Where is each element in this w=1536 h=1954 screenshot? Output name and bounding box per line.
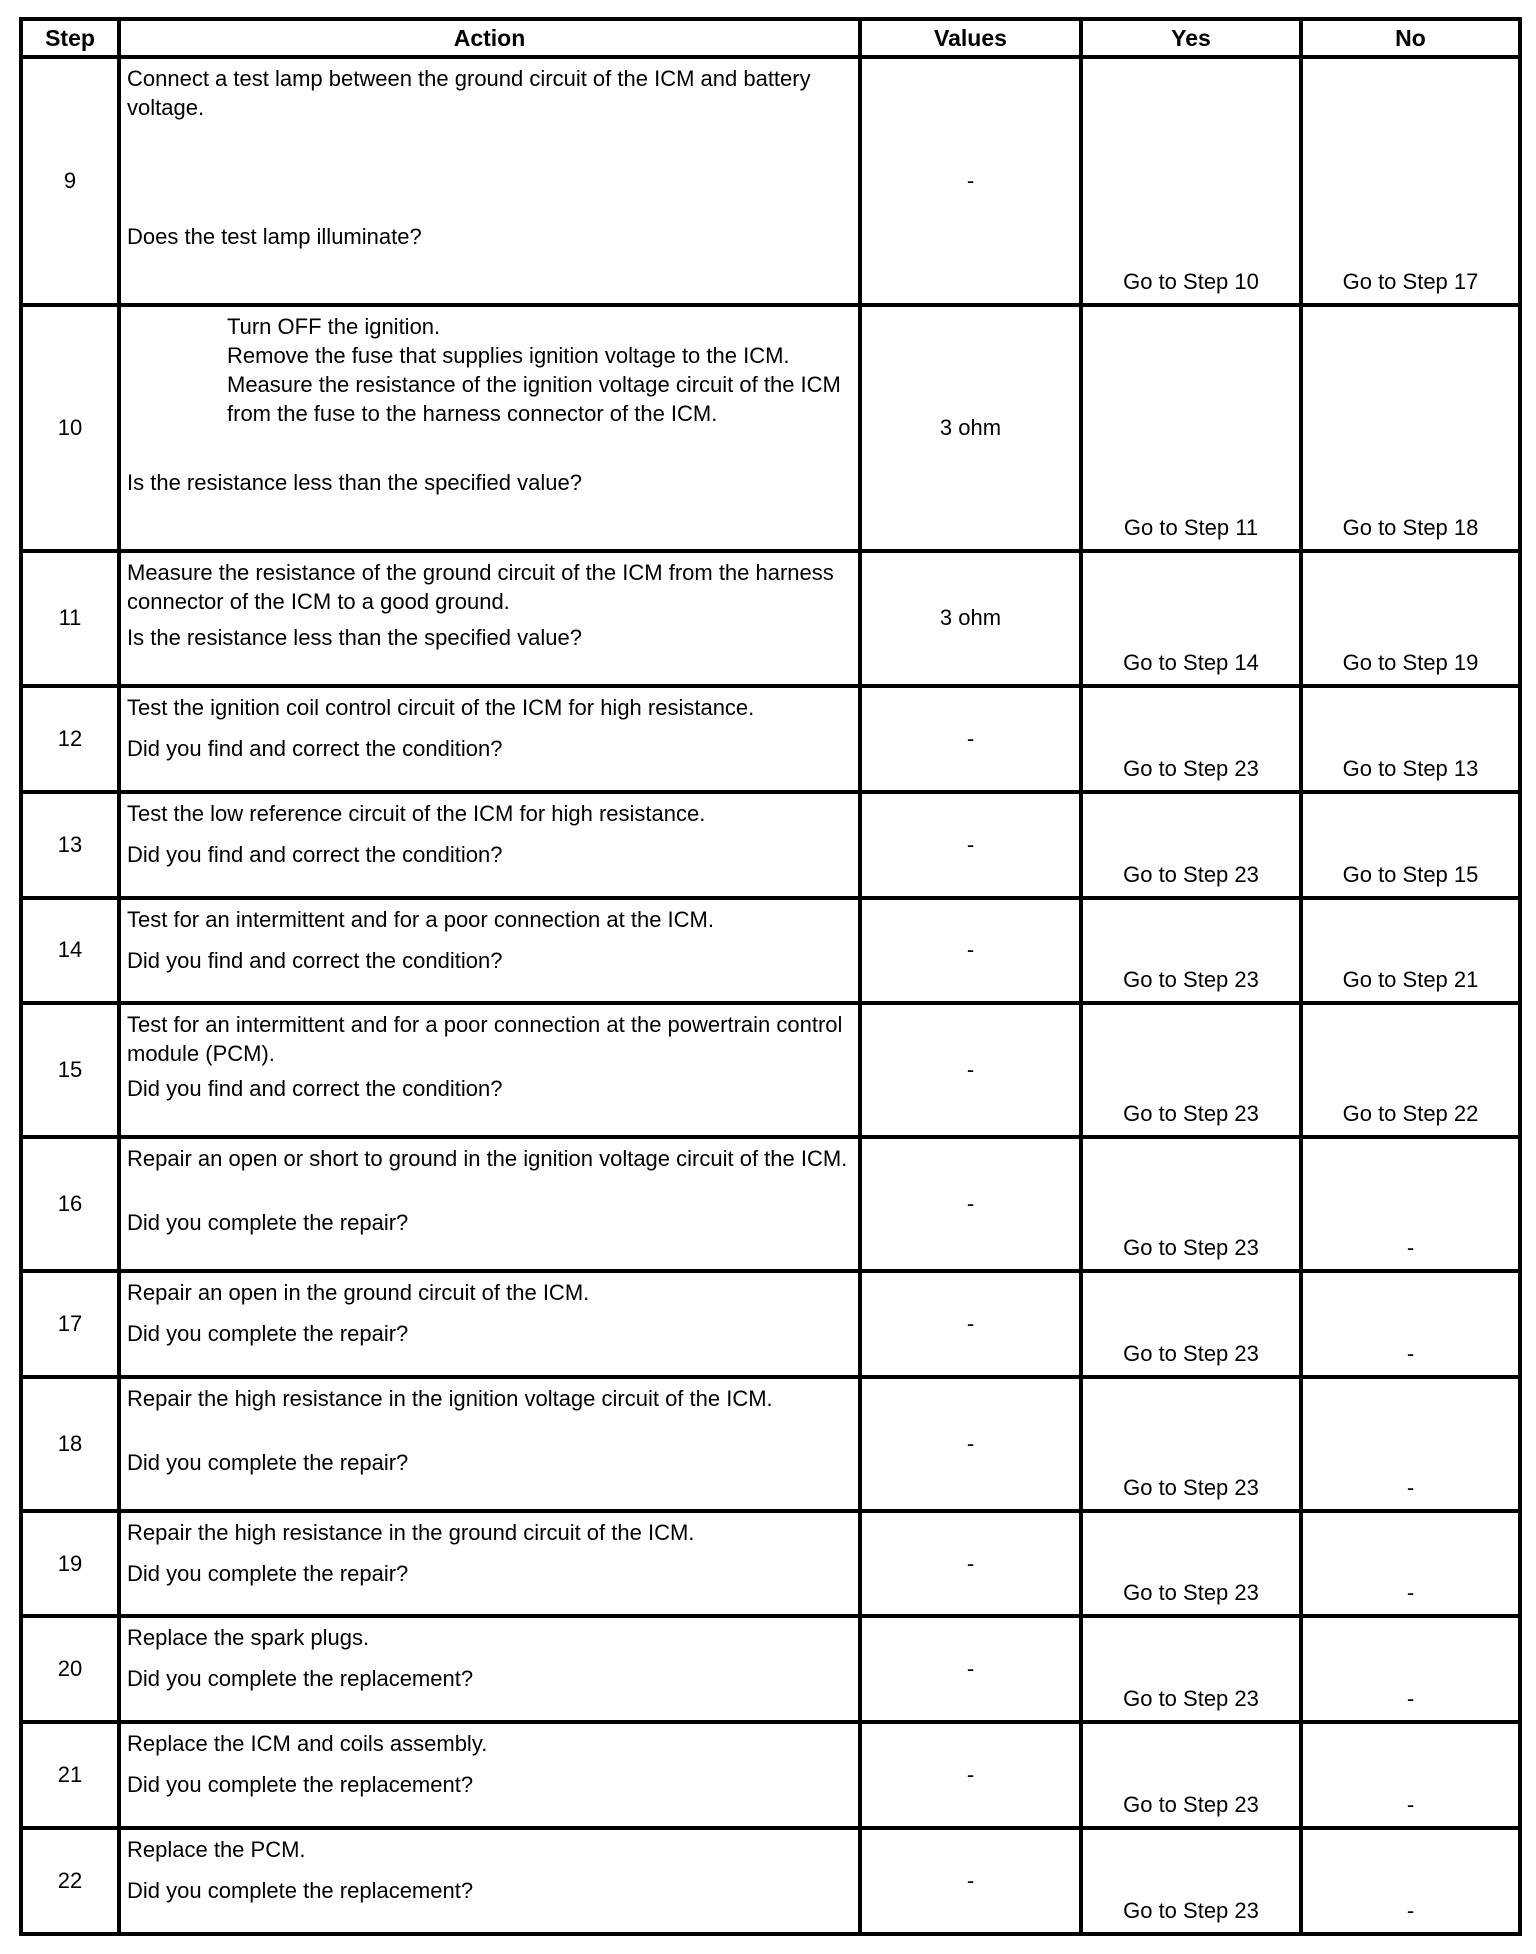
action-question: Did you complete the repair? (127, 1320, 409, 1346)
action-cell (119, 305, 860, 551)
action-cell (119, 1722, 860, 1828)
table-row (21, 305, 1520, 551)
action-cell (119, 551, 860, 686)
value-cell: - (860, 792, 1081, 898)
yes-cell (1081, 551, 1301, 686)
value-cell: 3 ohm (860, 551, 1081, 686)
yes-outcome: Go to Step 23 (1123, 1580, 1259, 1606)
step-number: 11 (21, 551, 119, 686)
no-cell (1301, 1137, 1520, 1271)
step-number: 10 (21, 305, 119, 551)
step-number: 14 (21, 898, 119, 1004)
no-outcome: - (1406, 1474, 1415, 1500)
step-number: 19 (21, 1511, 119, 1617)
diagnostic-table (19, 17, 1522, 1936)
table-row (21, 57, 1520, 305)
step-number: 16 (21, 1137, 119, 1271)
no-cell (1301, 1722, 1520, 1828)
action-question: Does the test lamp illuminate? (127, 224, 422, 249)
action-cell (119, 686, 860, 792)
table-row (21, 1511, 1520, 1617)
table-row (21, 1828, 1520, 1934)
no-cell (1301, 57, 1520, 305)
action-question: Did you complete the repair? (127, 1210, 409, 1236)
action-instruction: Turn OFF the ignition. (227, 314, 441, 340)
yes-outcome: Go to Step 10 (1123, 269, 1259, 295)
no-cell (1301, 792, 1520, 898)
no-cell (1301, 686, 1520, 792)
action-instruction: Measure the resistance of the ground circuit of the ICM from the harness connector of the ICM to a good ground. (127, 559, 834, 614)
action-instruction: Test for an intermittent and for a poor connection at the powertrain control module (PCM). (127, 1012, 843, 1067)
value-cell: - (860, 57, 1081, 305)
step-number: 15 (21, 1003, 119, 1137)
action-instruction: Repair an open or short to ground in the ignition voltage circuit of the ICM. (127, 1146, 848, 1172)
step-number: 21 (21, 1722, 119, 1828)
table-body (21, 57, 1520, 1934)
yes-outcome: Go to Step 23 (1123, 755, 1259, 781)
table-row (21, 1137, 1520, 1271)
yes-outcome: Go to Step 23 (1123, 1340, 1259, 1366)
yes-outcome: Go to Step 23 (1123, 967, 1259, 993)
header-row (21, 19, 1520, 57)
yes-cell (1081, 1137, 1301, 1271)
yes-cell (1081, 1616, 1301, 1722)
action-instruction: Test the ignition coil control circuit of the ICM for high resistance. (127, 694, 755, 720)
yes-outcome: Go to Step 11 (1123, 514, 1259, 540)
action-cell (119, 1377, 860, 1511)
no-outcome: - (1406, 1686, 1415, 1712)
yes-cell (1081, 1511, 1301, 1617)
action-instruction: Replace the PCM. (127, 1837, 306, 1863)
yes-cell (1081, 305, 1301, 551)
yes-outcome: Go to Step 23 (1123, 1101, 1259, 1127)
header-step: Step (21, 19, 119, 57)
yes-cell (1081, 1377, 1301, 1511)
table-row (21, 898, 1520, 1004)
no-outcome: - (1406, 1898, 1415, 1923)
step-number: 13 (21, 792, 119, 898)
table-row (21, 792, 1520, 898)
yes-cell (1081, 792, 1301, 898)
no-cell (1301, 551, 1520, 686)
value-cell: - (860, 686, 1081, 792)
action-cell (119, 1003, 860, 1137)
no-cell (1301, 1828, 1520, 1934)
action-instruction: Measure the resistance of the ignition voltage circuit of the ICM from the fuse to the harness connector of the ICM. (227, 372, 841, 427)
no-outcome: Go to Step 18 (1342, 514, 1479, 540)
yes-outcome: Go to Step 14 (1123, 649, 1259, 675)
action-question: Did you find and correct the condition? (127, 735, 503, 761)
action-instruction: Remove the fuse that supplies ignition voltage to the ICM. (227, 343, 790, 369)
no-cell (1301, 898, 1520, 1004)
action-instruction: Repair the high resistance in the ignition voltage circuit of the ICM. (127, 1385, 773, 1411)
action-question: Did you find and correct the condition? (127, 1076, 503, 1102)
step-number: 9 (21, 57, 119, 305)
yes-cell (1081, 1003, 1301, 1137)
action-cell (119, 898, 860, 1004)
no-outcome: - (1406, 1792, 1415, 1818)
no-cell (1301, 1511, 1520, 1617)
header-action: Action (119, 19, 860, 57)
yes-outcome: Go to Step 23 (1123, 1792, 1259, 1818)
action-question: Did you find and correct the condition? (127, 841, 503, 867)
table-row (21, 686, 1520, 792)
action-question: Did you complete the replacement? (127, 1772, 474, 1798)
no-cell (1301, 1616, 1520, 1722)
table-row (21, 1003, 1520, 1137)
yes-cell (1081, 57, 1301, 305)
no-outcome: Go to Step 15 (1342, 861, 1479, 887)
yes-outcome: Go to Step 23 (1123, 861, 1259, 887)
action-question: Is the resistance less than the specified value? (127, 470, 582, 496)
action-instruction: Test for an intermittent and for a poor connection at the ICM. (127, 906, 714, 932)
no-outcome: - (1406, 1580, 1415, 1606)
action-cell (119, 1511, 860, 1617)
step-number: 18 (21, 1377, 119, 1511)
action-instruction: Connect a test lamp between the ground circuit of the ICM and battery voltage. (127, 66, 811, 120)
header-no: No (1301, 19, 1520, 57)
action-cell (119, 57, 860, 305)
value-cell: - (860, 1003, 1081, 1137)
yes-outcome: Go to Step 23 (1123, 1474, 1259, 1500)
action-instruction: Repair an open in the ground circuit of the ICM. (127, 1279, 590, 1305)
no-outcome: Go to Step 22 (1342, 1101, 1479, 1127)
yes-cell (1081, 1271, 1301, 1377)
action-question: Did you complete the repair? (127, 1560, 409, 1586)
step-number: 20 (21, 1616, 119, 1722)
yes-cell (1081, 1828, 1301, 1934)
no-outcome: Go to Step 19 (1342, 649, 1479, 675)
yes-cell (1081, 686, 1301, 792)
value-cell: - (860, 1828, 1081, 1934)
yes-outcome: Go to Step 23 (1123, 1686, 1259, 1712)
step-number: 12 (21, 686, 119, 792)
no-cell (1301, 305, 1520, 551)
action-question: Did you find and correct the condition? (127, 947, 503, 973)
value-cell: - (860, 1511, 1081, 1617)
value-cell: - (860, 1271, 1081, 1377)
step-number: 22 (21, 1828, 119, 1934)
no-outcome: - (1406, 1340, 1415, 1366)
value-cell: - (860, 898, 1081, 1004)
action-cell (119, 1271, 860, 1377)
action-instruction: Test the low reference circuit of the ICM for high resistance. (127, 800, 706, 826)
table-row (21, 1616, 1520, 1722)
header-yes: Yes (1081, 19, 1301, 57)
value-cell: - (860, 1377, 1081, 1511)
value-cell: - (860, 1137, 1081, 1271)
no-outcome: Go to Step 13 (1342, 755, 1479, 781)
step-number: 17 (21, 1271, 119, 1377)
no-cell (1301, 1377, 1520, 1511)
table-row (21, 1271, 1520, 1377)
no-outcome: Go to Step 17 (1342, 269, 1479, 295)
table-row (21, 1722, 1520, 1828)
action-cell (119, 1828, 860, 1934)
yes-outcome: Go to Step 23 (1123, 1898, 1259, 1923)
yes-cell (1081, 898, 1301, 1004)
table-row (21, 1377, 1520, 1511)
header-values: Values (860, 19, 1081, 57)
action-cell (119, 1616, 860, 1722)
action-instruction: Repair the high resistance in the ground circuit of the ICM. (127, 1519, 695, 1545)
yes-cell (1081, 1722, 1301, 1828)
action-cell (119, 792, 860, 898)
action-question: Did you complete the replacement? (127, 1878, 474, 1904)
action-question: Did you complete the repair? (127, 1449, 409, 1475)
action-instruction: Replace the spark plugs. (127, 1625, 370, 1651)
table-row (21, 551, 1520, 686)
no-cell (1301, 1003, 1520, 1137)
action-instruction: Replace the ICM and coils assembly. (127, 1731, 488, 1757)
no-outcome: - (1406, 1234, 1415, 1260)
no-cell (1301, 1271, 1520, 1377)
action-question: Did you complete the replacement? (127, 1666, 474, 1692)
value-cell: - (860, 1616, 1081, 1722)
value-cell: - (860, 1722, 1081, 1828)
action-question: Is the resistance less than the specified value? (127, 624, 582, 650)
no-outcome: Go to Step 21 (1342, 967, 1479, 993)
action-cell (119, 1137, 860, 1271)
yes-outcome: Go to Step 23 (1123, 1234, 1259, 1260)
value-cell: 3 ohm (860, 305, 1081, 551)
